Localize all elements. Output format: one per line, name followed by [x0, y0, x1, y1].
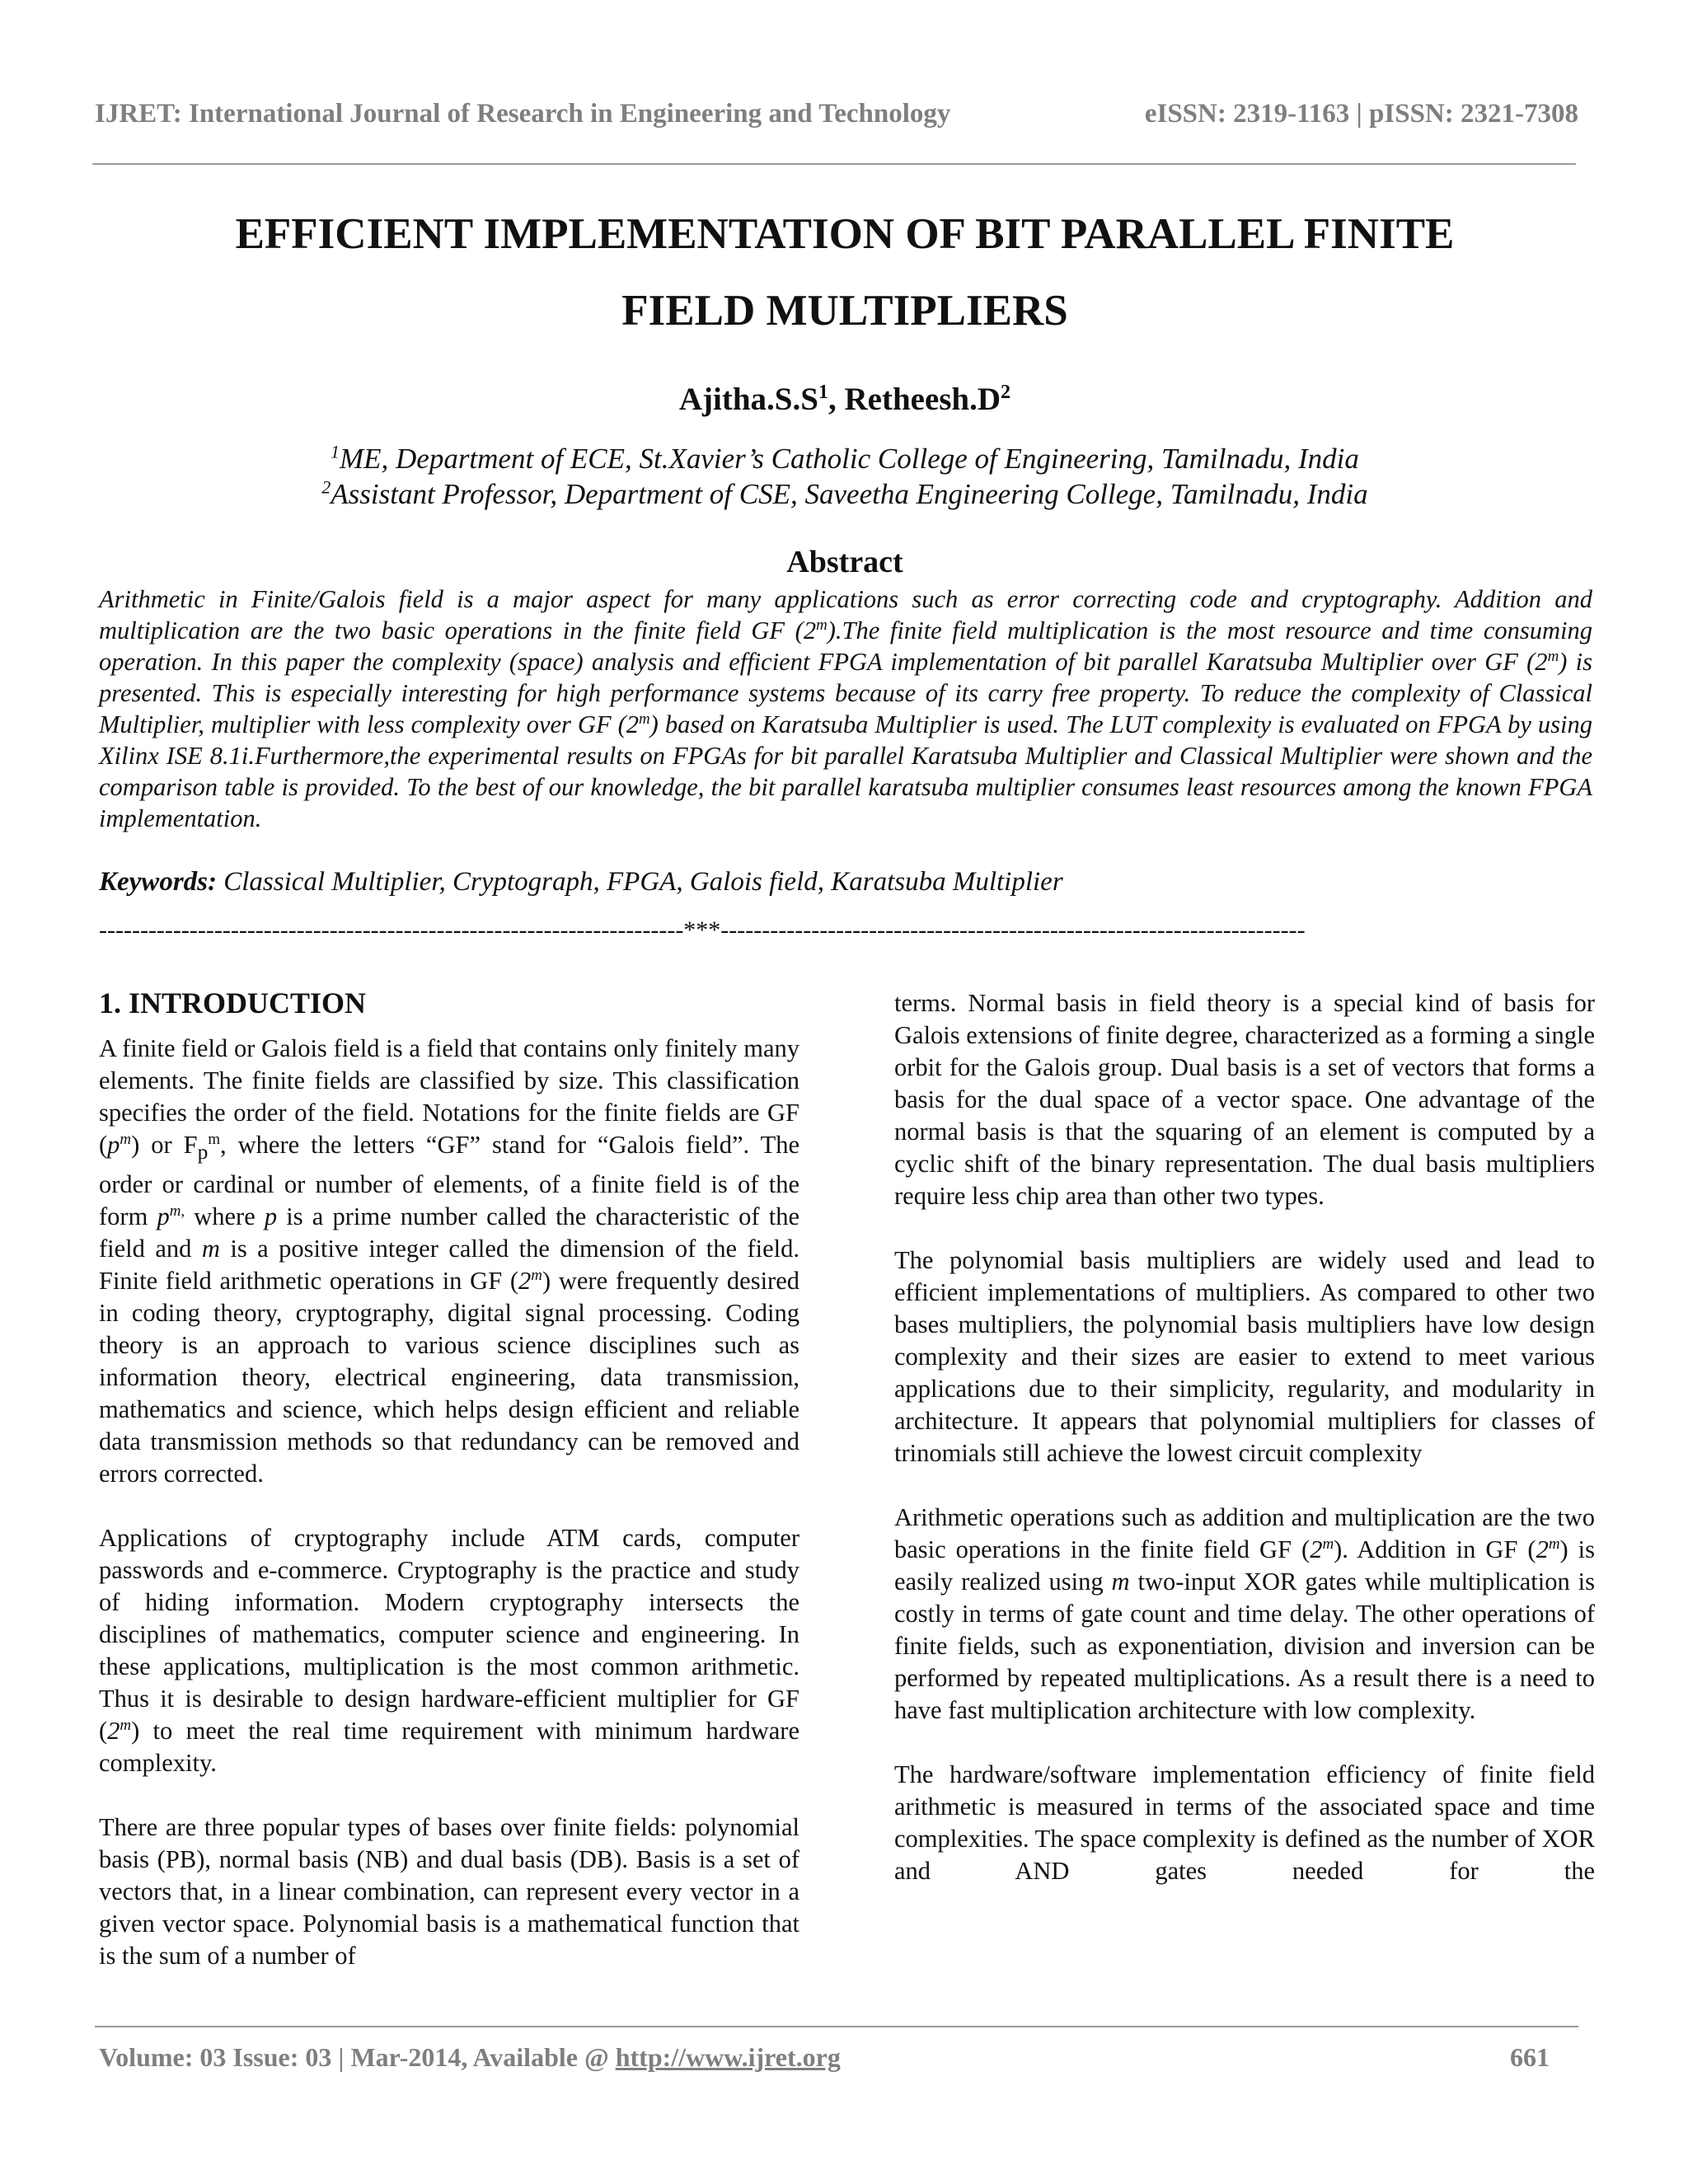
intro-paragraph-3: There are three popular types of bases over finite fields: polynomial basis (PB), normal basis (NB) and dual basis (DB). Basis is a set of vectors that, in a linear combination, can represent every vector in a given vector space. Polynomial basis is a mathematical function that is the sum of a number of [99, 1813, 799, 1971]
abstract-text [99, 583, 1592, 834]
affiliations [99, 441, 1591, 512]
affiliation-1 [99, 441, 1591, 476]
txt: m [208, 1130, 221, 1148]
txt: is a positive integer called the dimension of the field. Finite field arithmetic operations in GF ( [99, 1235, 799, 1296]
keywords [99, 867, 1592, 898]
txt: 2 [1536, 1535, 1549, 1563]
section-separator: -----------------------------------------------------------------------***----------------------------------------------------------------------- [99, 916, 1306, 944]
journal-name: IJRET: International Journal of Research in Engineering and Technology [95, 99, 951, 129]
authors [99, 381, 1591, 418]
txt: A finite field or Galois field is a field that contains only finitely many elements. The finite fields are classified by size. This classification specifies the order of the field. Notations for the finite fields are GF ( [99, 1034, 799, 1159]
keywords-text: Classical Multiplier, Cryptograph, FPGA, Galois field, Karatsuba Multiplier [217, 867, 1063, 897]
author-1-sup: 1 [818, 381, 828, 403]
right-paragraph-1: terms. Normal basis in field theory is a special kind of basis for Galois extensions of finite degree, characterized as a forming a single orbit for the Galois group. Dual basis is a set of vectors that forms a basis for the dual space of a vector space. One advantage of the normal basis is that the squaring of an element is computed by a cyclic shift of the binary representation. The dual basis multipliers require less chip area than other two types. [894, 989, 1595, 1210]
author-1: Ajitha.S.S [678, 382, 818, 417]
right-column [894, 987, 1595, 1919]
txt: m [120, 1130, 132, 1148]
txt: , where the letters “GF” stand for “Galois field”. The order or cardinal or number of elements, of a finite field is of the form [99, 1131, 800, 1231]
txt: ). Addition in GF ( [1334, 1535, 1536, 1563]
txt: m, [169, 1202, 185, 1220]
txt: p [157, 1202, 170, 1231]
txt: m [1322, 1535, 1334, 1553]
txt: p [197, 1141, 209, 1165]
txt: ) were frequently desired in coding theory, cryptography, digital signal processing. Coding theory is an approach to various science disciplines such as information theory, electrical engineering, data transmission, mathematics and science, which helps design efficient and reliable data transmission methods so that redundancy can be removed and errors corrected. [99, 1267, 799, 1488]
txt: Applications of cryptography include ATM cards, computer passwords and e-commerce. Cryptography is the practice and study of hiding information. Modern cryptography intersects the disciplines of mathematics, computer science and engineering. In these applications, multiplication is the most common arithmetic. Thus it is desirable to design hardware-efficient multiplier for GF ( [99, 1524, 799, 1746]
abstract-heading: Abstract [786, 545, 903, 579]
aff2-sup: 2 [321, 477, 331, 498]
txt: m [1111, 1568, 1130, 1596]
txt: p [107, 1131, 120, 1159]
header-rule [92, 163, 1576, 165]
title-line-2: FIELD MULTIPLIERS [621, 287, 1068, 335]
txt: 2 [107, 1717, 120, 1746]
txt: 2 [1310, 1535, 1323, 1563]
affiliation-2 [99, 476, 1591, 512]
keywords-label: Keywords: [99, 867, 217, 897]
aff1-sup: 1 [331, 442, 340, 462]
txt: ) is easily realized using [894, 1535, 1595, 1596]
abs-sup: m [639, 710, 650, 728]
txt: where [185, 1202, 265, 1231]
section-heading-introduction: 1. INTRODUCTION [99, 987, 367, 1019]
txt: p [264, 1202, 278, 1231]
abs-part: Arithmetic in Finite/Galois field is a major aspect for many applications such as error correcting code and cryptography. Addition and multiplication are the two basic operations in the finite field GF (2 [99, 585, 1592, 644]
txt: 2 [518, 1267, 532, 1296]
footer-rule [95, 2026, 1578, 2027]
issn: eISSN: 2319-1163 | pISSN: 2321-7308 [1144, 99, 1578, 129]
abs-part: ).The finite field multiplication is the most resource and time consuming operation. In this paper the complexity (space) analysis and efficient FPGA implementation of bit parallel Karatsuba Multiplier over GF (2 [99, 616, 1593, 676]
aff1-text: ME, Department of ECE, St.Xavier’s Catholic College of Engineering, Tamilnadu, India [339, 443, 1359, 475]
author-sep: , [828, 382, 845, 417]
txt: m [531, 1266, 542, 1284]
author-2: Retheesh.D [844, 382, 1001, 417]
aff2-text: Assistant Professor, Department of CSE, Saveetha Engineering College, Tamilnadu, India [331, 478, 1368, 510]
txt: Arithmetic operations such as addition and multiplication are the two basic operations in the finite field GF ( [894, 1503, 1595, 1563]
paper-title [99, 196, 1591, 349]
abs-part: ) based on Karatsuba Multiplier is used. The LUT complexity is evaluated on FPGA by using Xilinx ISE 8.1i.Furthermore,the experimental results on FPGAs for bit parallel Karatsuba Multiplier and Classical Multiplier were shown and the comparison table is provided. To the best of our knowledge, the bit parallel karatsuba multiplier consumes least resources among the known FPGA implementation. [99, 710, 1592, 832]
right-paragraph-2: The polynomial basis multipliers are widely used and lead to efficient implementations of multipliers. As compared to other two bases multipliers, the polynomial basis multipliers have low design complexity and their sizes are easier to extend to meet various applications due to their simplicity, regularity, and modularity in architecture. It appears that polynomial multipliers for classes of trinomials still achieve the lowest circuit complexity [894, 1246, 1595, 1467]
txt: m [120, 1716, 132, 1734]
left-column [99, 985, 799, 2004]
journal-link[interactable]: http://www.ijret.org [615, 2042, 841, 2072]
txt: m [1548, 1535, 1560, 1553]
author-2-sup: 2 [1001, 381, 1011, 403]
running-header [95, 99, 1578, 129]
txt: is a prime number called the characteristic of the field and [99, 1202, 799, 1263]
abs-part: ) is presented. This is especially interesting for high performance systems because of its carry free property. To reduce the complexity of Classical Multiplier, multiplier with less complexity over GF (2 [99, 648, 1592, 738]
intro-paragraph-2 [99, 1522, 799, 1779]
txt: ) or F [131, 1131, 198, 1159]
right-paragraph-4: The hardware/software implementation efficiency of finite field arithmetic is measured in terms of the associated space and time complexities. The space complexity is defined as the number of XOR and AND gates needed for the [894, 1760, 1595, 1885]
right-paragraph-3 [894, 1502, 1595, 1727]
footer-volume [99, 2042, 841, 2073]
txt: ) to meet the real time requirement with minimum hardware complexity. [99, 1717, 799, 1778]
intro-paragraph-1 [99, 1033, 799, 1490]
title-line-1: EFFICIENT IMPLEMENTATION OF BIT PARALLEL FINITE [235, 210, 1455, 258]
running-footer [99, 2042, 1550, 2073]
abs-sup: m [1547, 647, 1559, 665]
page-number: 661 [1510, 2042, 1550, 2072]
txt: two-input XOR gates while multiplication is costly in terms of gate count and time delay. The other operations of finite fields, such as exponentiation, division and inversion can be performed by repeated multiplications. As a result there is a need to have fast multiplication architecture with low complexity. [894, 1568, 1595, 1724]
footer-volume-text: Volume: 03 Issue: 03 | Mar-2014, Available @ [99, 2042, 616, 2072]
txt: m [201, 1235, 220, 1263]
abs-sup: m [816, 616, 828, 634]
